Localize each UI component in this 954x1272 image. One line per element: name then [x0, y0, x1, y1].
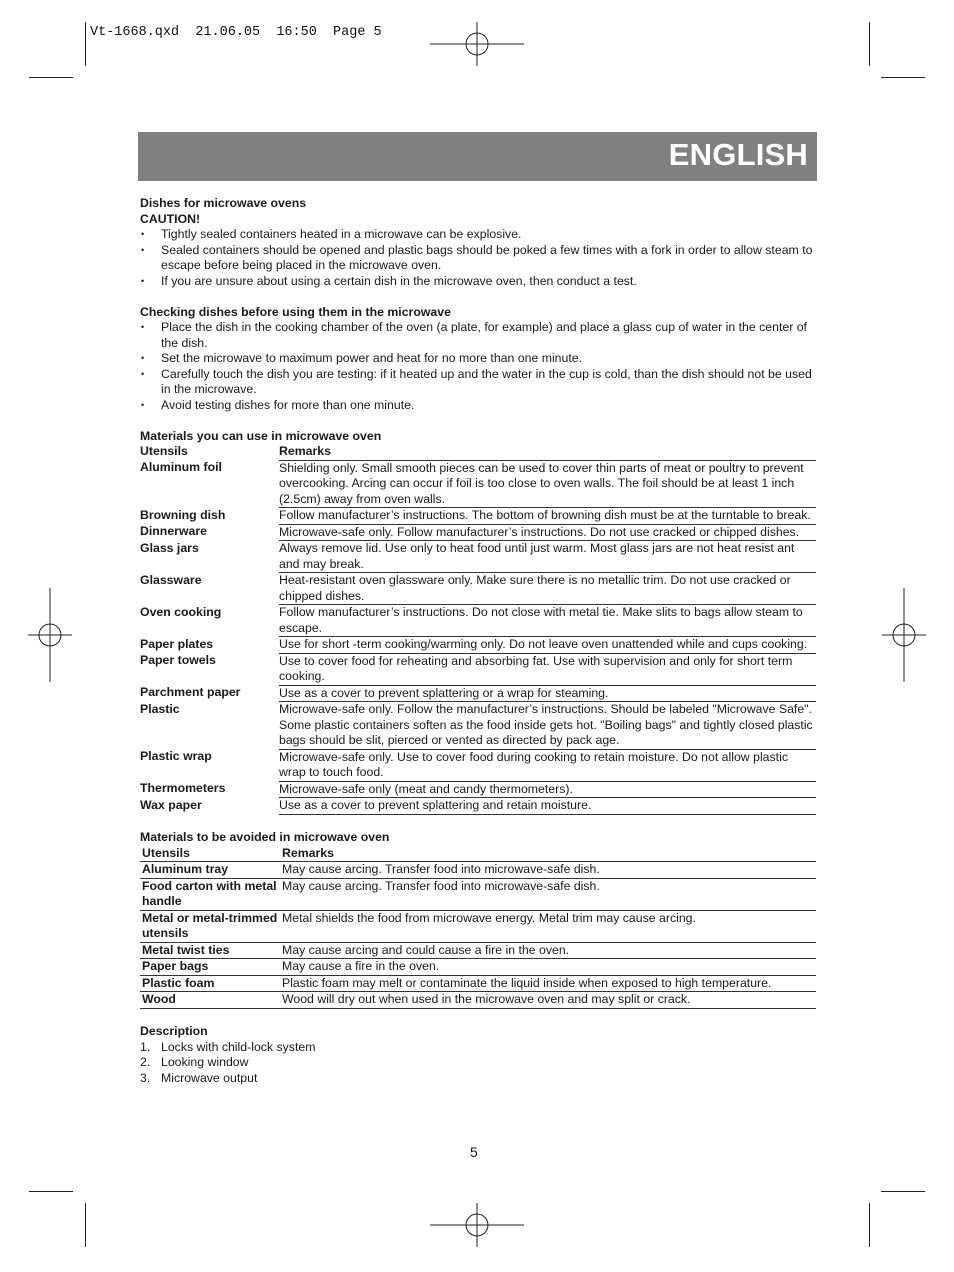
utensil-cell: Oven cooking	[140, 604, 222, 619]
remarks-cell: Follow manufacturer’s instructions. Do not close with metal tie. Make slits to bags allow steam to escape.	[279, 605, 816, 637]
registration-mark-top	[430, 22, 524, 66]
table-row	[140, 508, 816, 525]
utensil-cell: Glassware	[140, 572, 202, 587]
utensil-cell: Browning dish	[140, 507, 226, 522]
list-item: • Carefully touch the dish you are testing: if it heated up and the water in the cup is cold, than the dish should not be used in the microwave.	[140, 367, 816, 398]
list-item: • If you are unsure about using a certain dish in the microwave oven, then conduct a test.	[140, 274, 816, 290]
remarks-cell: May cause arcing. Transfer food into microwave-safe dish.	[282, 878, 816, 910]
list-item	[140, 1071, 816, 1087]
remarks-cell: Microwave-safe only (meat and candy thermometers).	[279, 781, 816, 798]
language-banner	[138, 132, 817, 181]
utensil-cell: Wood	[140, 992, 282, 1009]
crop-mark	[85, 22, 86, 66]
crop-mark	[881, 1191, 925, 1192]
utensil-cell: Wax paper	[140, 797, 202, 812]
utensil-cell: Paper plates	[140, 636, 214, 651]
utensil-cell: Plastic	[140, 701, 180, 716]
utensil-cell: Food carton with metal handle	[140, 878, 282, 910]
column-header-utensils: Utensils	[140, 846, 282, 862]
crop-mark	[29, 77, 73, 78]
table-row	[140, 637, 816, 654]
caution-label: CAUTION!	[140, 211, 201, 226]
table-row	[140, 862, 816, 879]
remarks-cell: Plastic foam may melt or contaminate the liquid inside when exposed to high temperature.	[282, 975, 816, 992]
table-row	[140, 781, 816, 798]
table-row	[140, 605, 816, 637]
utensil-cell: Glass jars	[140, 540, 199, 555]
remarks-cell: Always remove lid. Use only to heat food until just warm. Most glass jars are not heat resist ant and may break.	[279, 541, 816, 573]
item-text: Looking window	[161, 1055, 249, 1069]
registration-mark-left	[28, 588, 72, 682]
crop-mark	[869, 1203, 870, 1247]
column-header-remarks: Remarks	[282, 846, 816, 862]
item-text: Locks with child-lock system	[161, 1039, 316, 1054]
registration-mark-bottom	[430, 1203, 524, 1247]
list-item: • Sealed containers should be opened and plastic bags should be poked a few times with a fork in order to allow steam to escape before being placed in the microwave oven.	[140, 243, 816, 274]
remarks-cell: Shielding only. Small smooth pieces can be used to cover thin parts of meat or poultry to prevent overcooking. Arcing can occur if foil is too close to oven walls. The foil should be at least 1 inch (2.5cm) away from oven walls.	[279, 460, 816, 508]
utensil-cell: Metal twist ties	[140, 942, 282, 959]
remarks-cell: Microwave-safe only. Follow the manufacturer’s instructions. Should be labeled "Microwave Safe". Some plastic containers soften as the food inside gets hot. "Boiling bags" and tightly closed plastic bags should be slit, pierced or vented as directed by pack age.	[279, 702, 816, 750]
table-row	[140, 524, 816, 541]
section-heading: Checking dishes before using them in the microwave	[140, 304, 451, 319]
list-item	[140, 1040, 816, 1056]
remarks-cell: Use to cover food for reheating and absorbing fat. Use with supervision and only for short term cooking.	[279, 653, 816, 685]
table-row	[140, 798, 816, 815]
table-row	[140, 749, 816, 781]
caution-list	[140, 227, 816, 289]
materials-use-table	[140, 444, 816, 815]
list-item	[140, 1055, 816, 1071]
table-row	[140, 653, 816, 685]
column-header-utensils: Utensils	[140, 444, 188, 458]
remarks-cell: Follow manufacturer’s instructions. The bottom of browning dish must be at the turntable to break.	[279, 508, 816, 525]
remarks-cell: Use as a cover to prevent splattering and retain moisture.	[279, 798, 816, 815]
page-number: 5	[470, 1144, 478, 1160]
section-heading: Description	[140, 1024, 208, 1038]
remarks-cell: May cause a fire in the oven.	[282, 959, 816, 976]
list-item: • Avoid testing dishes for more than one minute.	[140, 398, 816, 414]
remarks-cell: Use for short -term cooking/warming only. Do not leave oven unattended while and cups cooking.	[279, 637, 816, 654]
remarks-cell: Heat-resistant oven glassware only. Make sure there is no metallic trim. Do not use cracked or chipped dishes.	[279, 573, 816, 605]
table-row	[140, 959, 816, 976]
table-header-row	[140, 444, 816, 460]
utensil-cell: Plastic wrap	[140, 749, 212, 763]
list-item: • Tightly sealed containers heated in a microwave can be explosive.	[140, 227, 816, 243]
crop-mark	[869, 22, 870, 66]
table-row	[140, 910, 816, 942]
item-number: 2.	[140, 1055, 151, 1069]
remarks-cell: Microwave-safe only. Use to cover food during cooking to retain moisture. Do not allow plastic wrap to touch food.	[279, 749, 816, 781]
utensil-cell: Paper bags	[140, 959, 282, 976]
materials-avoid-table	[140, 846, 816, 1009]
page-content	[140, 196, 816, 1086]
table-row	[140, 460, 816, 508]
table-row	[140, 541, 816, 573]
remarks-cell: Metal shields the food from microwave energy. Metal trim may cause arcing.	[282, 910, 816, 942]
registration-mark-right	[882, 588, 926, 682]
table-row	[140, 975, 816, 992]
table-row	[140, 878, 816, 910]
table-row	[140, 702, 816, 750]
table-row	[140, 685, 816, 702]
list-item: • Set the microwave to maximum power and heat for no more than one minute.	[140, 351, 816, 367]
crop-mark	[881, 77, 925, 78]
section-heading: Materials you can use in microwave oven	[140, 428, 382, 443]
remarks-cell: May cause arcing. Transfer food into microwave-safe dish.	[282, 862, 816, 879]
utensil-cell: Thermometers	[140, 781, 226, 795]
remarks-cell: Use as a cover to prevent splattering or a wrap for steaming.	[279, 685, 816, 702]
table-row	[140, 992, 816, 1009]
utensil-cell: Dinnerware	[140, 524, 207, 538]
item-number: 1.	[140, 1039, 151, 1054]
utensil-cell: Parchment paper	[140, 685, 241, 699]
table-header-row	[140, 846, 816, 862]
item-text: Microwave output	[161, 1070, 258, 1085]
utensil-cell: Aluminum tray	[140, 862, 282, 879]
remarks-cell: Microwave-safe only. Follow manufacturer’s instructions. Do not use cracked or chipped dishes.	[279, 524, 816, 541]
utensil-cell: Plastic foam	[140, 975, 282, 992]
section-heading: Materials to be avoided in microwave oven	[140, 830, 390, 844]
list-item: • Place the dish in the cooking chamber of the oven (a plate, for example) and place a glass cup of water in the center of the dish.	[140, 320, 816, 351]
utensil-cell: Metal or metal-trimmed utensils	[140, 910, 282, 942]
table-row	[140, 942, 816, 959]
crop-mark	[29, 1191, 73, 1192]
remarks-cell: May cause arcing and could cause a fire in the oven.	[282, 942, 816, 959]
section-heading: Dishes for microwave ovens	[140, 196, 307, 210]
remarks-cell: Wood will dry out when used in the microwave oven and may split or crack.	[282, 992, 816, 1009]
utensil-cell: Paper towels	[140, 653, 216, 667]
item-number: 3.	[140, 1070, 151, 1085]
print-slug: Vt-1668.qxd 21.06.05 16:50 Page 5	[90, 25, 382, 40]
column-header-remarks: Remarks	[279, 444, 816, 460]
utensil-cell: Aluminum foil	[140, 460, 222, 474]
banner-title: ENGLISH	[668, 137, 808, 172]
description-list	[140, 1040, 816, 1087]
table-row	[140, 573, 816, 605]
crop-mark	[85, 1203, 86, 1247]
checking-list	[140, 320, 816, 413]
